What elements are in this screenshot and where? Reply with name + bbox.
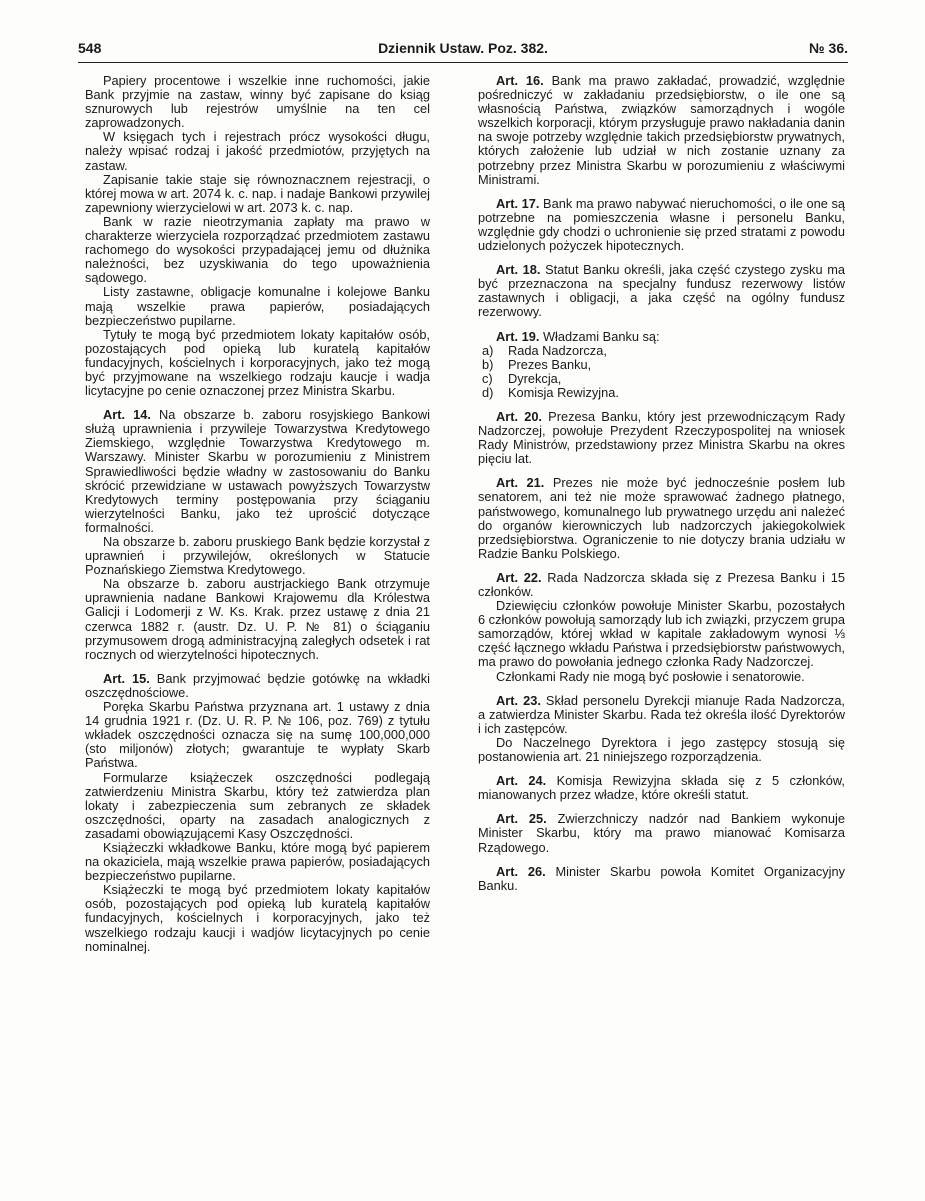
article-label: Art. 18. bbox=[496, 262, 541, 278]
article-24 bbox=[478, 774, 845, 802]
article-text: Minister Skarbu powoła Komitet Organizacyjny Banku. bbox=[478, 863, 846, 893]
article-text: Rada Nadzorcza składa się z Prezesa Banku i 15 członków. bbox=[478, 569, 845, 599]
article-label: Art. 26. bbox=[496, 863, 546, 879]
paragraph: Książeczki wkładkowe Banku, które mogą być papierem na okaziciela, mają wszelkie prawa papierów, posiadających bezpieczeństwo pupilarne. bbox=[85, 839, 430, 884]
article-label: Art. 16. bbox=[496, 73, 544, 88]
page-number: 548 bbox=[78, 40, 102, 56]
article-23 bbox=[478, 694, 845, 736]
article-label: Art. 25. bbox=[496, 811, 547, 827]
paragraph: Książeczki te mogą być przedmiotem lokaty kapitałów osób, pozostających pod opieką lub kuratelą kapitałów fundacyjnych, kościelnych i korporacyjnych, jako też wszelkiego rodzaju kaucji i wadjów licytacyjnych po cenie nominalnej. bbox=[85, 882, 430, 954]
article-label: Art. 23. bbox=[496, 692, 541, 708]
article-18 bbox=[478, 263, 845, 319]
issue-number: № 36. bbox=[809, 40, 848, 56]
article-15 bbox=[85, 672, 430, 700]
left-column bbox=[85, 74, 430, 954]
list-marker: d) bbox=[482, 384, 494, 400]
paragraph: Listy zastawne, obligacje komunalne i kolejowe Banku mają wszelkie prawa papierów, posiadających bezpieczeństwo pupilarne. bbox=[85, 284, 430, 328]
paragraph: Bank w razie nieotrzymania zapłaty ma prawo w charakterze wierzyciela rozporządzać przedmiotem zastawu rachomego do wysokości przypadającej jemu od dłużnika należności, bez uzyskiwania do tego upoważnienia sądowego. bbox=[85, 213, 430, 286]
paragraph: Dziewięciu członków powołuje Minister Skarbu, pozostałych 6 członków powołują samorządy lub ich związki, przyczem grupa samorządów, której wkład w kapitale zakładowym wynosi ⅓ część łącznego wkładu Państwa i przedsiębiorstw państwowych, ma prawo do powołania jednego członka Rady Nadzorczej. bbox=[478, 598, 845, 670]
authorities-list bbox=[478, 344, 845, 400]
list-marker: c) bbox=[482, 370, 493, 386]
article-text: Bank ma prawo zakładać, prowadzić, względnie pośredniczyć w zakładaniu przedsiębiorstw, o ile one są własnością Państwa, związków samorządnych i wogóle wszelkich korporacji, którym przysługuje prawo nakładania danin na swoje potrzeby względnie takich przedsiębiorstw prywatnych, których założenie lub udział w nich zostanie uznany za potrzebny przez Ministra Skarbu w porozumieniu z właściwymi Ministrami. bbox=[478, 73, 845, 187]
article-text: Zwierzchniczy nadzór nad Bankiem wykonuje Minister Skarbu, który ma prawo mianować Komisarza Rządowego. bbox=[478, 811, 846, 855]
paragraph: Poręka Skarbu Państwa przyznana art. 1 ustawy z dnia 14 grudnia 1921 r. (Dz. U. R. P. № 106, poz. 769) z tytułu wkładek oszczędności oznacza się na sumę 100,000,000 (sto miljonów) złotych; gwarantuje te wypłaty Skarb Państwa. bbox=[85, 699, 430, 771]
list-text: Prezes Banku, bbox=[508, 356, 592, 372]
article-17 bbox=[478, 197, 845, 253]
list-text: Rada Nadzorcza, bbox=[508, 342, 607, 358]
article-label: Art. 21. bbox=[496, 475, 545, 491]
list-text: Komisja Rewizyjna. bbox=[508, 384, 619, 400]
article-text: Na obszarze b. zaboru rosyjskiego Bankowi służą uprawnienia i przywileje Towarzystwa Kredytowego Ziemskiego, względnie Towarzystwa Kredytowego m. Warszawy. Minister Skarbu w porozumieniu z Ministrem Sprawiedliwości będzie władny w zastosowaniu do Banku skrócić przewidziane w ustawach powyższych Towarzystw Kredytowych terminy postępowania przy ściąganiu wierzytelności Banku, jako też uprościć dotyczące formalności. bbox=[85, 407, 430, 535]
paragraph: Na obszarze b. zaboru pruskiego Bank będzie korzystał z uprawnień i przywilejów, określonych w Statucie Poznańskiego Ziemstwa Kredytowego. bbox=[85, 534, 430, 578]
page-header bbox=[78, 40, 848, 60]
list-item bbox=[478, 372, 845, 386]
article-text: Skład personelu Dyrekcji mianuje Rada Nadzorcza, a zatwierdza Minister Skarbu. Rada też określa ilość Dyrektorów i ich zastępców. bbox=[478, 692, 845, 736]
article-19 bbox=[478, 330, 845, 344]
paragraph: Członkami Rady nie mogą być posłowie i senatorowie. bbox=[496, 668, 805, 684]
article-16 bbox=[478, 74, 845, 187]
paragraph: Do Naczelnego Dyrektora i jego zastępcy stosują się postanowienia art. 21 niniejszego rozporządzenia. bbox=[478, 734, 845, 765]
article-label: Art. 17. bbox=[496, 195, 540, 211]
list-marker: a) bbox=[482, 342, 494, 358]
right-column bbox=[478, 74, 845, 893]
list-marker: b) bbox=[482, 356, 494, 372]
article-26 bbox=[478, 865, 845, 893]
article-label: Art. 20. bbox=[496, 408, 542, 424]
article-text: Prezesa Banku, który jest przewodniczącym Rady Nadzorczej, powołuje Prezydent Rzeczypospolitej na wniosek Rady Ministrów, przedstawiony przez Ministra Skarbu na okres pięciu lat. bbox=[478, 408, 845, 467]
article-text: Bank przyjmować będzie gotówkę na wkładki oszczędnościowe. bbox=[85, 670, 430, 700]
article-25 bbox=[478, 812, 845, 854]
article-label: Art. 14. bbox=[103, 407, 151, 423]
list-text: Dyrekcja, bbox=[508, 370, 562, 386]
list-item bbox=[478, 358, 845, 372]
paragraph: Tytuły te mogą być przedmiotem lokaty kapitałów osób, pozostających pod opieką lub kuratelą kapitałów fundacyjnych, kościelnych i korporacyjnych, jako też mogą być przyjmowane na wszelkiego rodzaju kaucje i wadja licytacyjne po cenie oznaczonej przez Ministra Skarbu. bbox=[85, 326, 430, 399]
article-text: Prezes nie może być jednocześnie posłem lub senatorem, ani też nie może sprawować żadnego płatnego, państwowego, komunalnego lub prywatnego urzędu ani należeć do organów kierowniczych lub nadzorczych jakiegokolwiek przedsiębiorstwa. Ograniczenie to nie dotyczy brania udziału w Radzie Banku Polskiego. bbox=[478, 475, 846, 561]
article-text: Statut Banku określi, jaka część czystego zysku ma być przeznaczona na specjalny fundusz rezerwowy listów zastawnych i obligacji, a jaka część na ogólny fundusz rezerwowy. bbox=[478, 262, 845, 320]
article-text: Władzami Banku są: bbox=[542, 328, 660, 344]
paragraph: W księgach tych i rejestrach prócz wysokości długu, należy wpisać rodzaj i jakość przedmiotów, przyjętych na zastaw. bbox=[85, 129, 430, 173]
paragraph: Na obszarze b. zaboru austrjackiego Bank otrzymuje uprawnienia nadane Bankowi Krajowemu dla Królestwa Galicji i Lodomerji z W. Ks. Krak. przez ustawę z dnia 21 czerwca 1882 r. (austr. Dz. U. P. № 81) o ściąganiu przymusowem drogą administracyjną zaległych odsetek i rat rocznych od wierzytelności hipotecznych. bbox=[85, 576, 430, 662]
article-text: Bank ma prawo nabywać nieruchomości, o ile one są potrzebne na pomieszczenia własne i personelu Banku, względnie gdy chodzi o uchronienie się przed stratami z powodu udzielonych pożyczek hipotecznych. bbox=[478, 195, 845, 254]
article-14 bbox=[85, 408, 430, 535]
paragraph: Zapisanie takie staje się równoznacznem rejestracji, o której mowa w art. 2074 k. c. nap. i nadaje Bankowi przywilej zapewniony wierzycielowi w art. 2073 k. c. nap. bbox=[85, 171, 430, 215]
header-rule bbox=[78, 62, 848, 63]
article-21 bbox=[478, 476, 845, 561]
paragraph: Papiery procentowe i wszelkie inne ruchomości, jakie Bank przyjmie na zastaw, winny być zapisane do ksiąg sznurowych lub rejestrów umyślnie na ten cel zaprowadzonych. bbox=[85, 73, 430, 131]
list-item bbox=[478, 386, 845, 400]
journal-title: Dziennik Ustaw. Poz. 382. bbox=[378, 40, 548, 56]
article-label: Art. 15. bbox=[103, 670, 150, 686]
article-label: Art. 22. bbox=[496, 569, 542, 585]
list-item bbox=[478, 344, 845, 358]
article-20 bbox=[478, 410, 845, 466]
article-label: Art. 24. bbox=[496, 773, 547, 789]
article-22 bbox=[478, 571, 845, 599]
article-label: Art. 19. bbox=[496, 328, 540, 344]
paragraph: Formularze książeczek oszczędności podlegają zatwierdzeniu Ministra Skarbu, który też zatwierdza plan lokaty i zabezpieczenia sum zebranych ze składek oszczędności, oparty na zasadach analogicznych z zasadami obowiązującemi Kasy Oszczędności. bbox=[85, 769, 430, 841]
article-text: Komisja Rewizyjna składa się z 5 członków, mianowanych przez władze, które określi statut. bbox=[478, 773, 845, 803]
